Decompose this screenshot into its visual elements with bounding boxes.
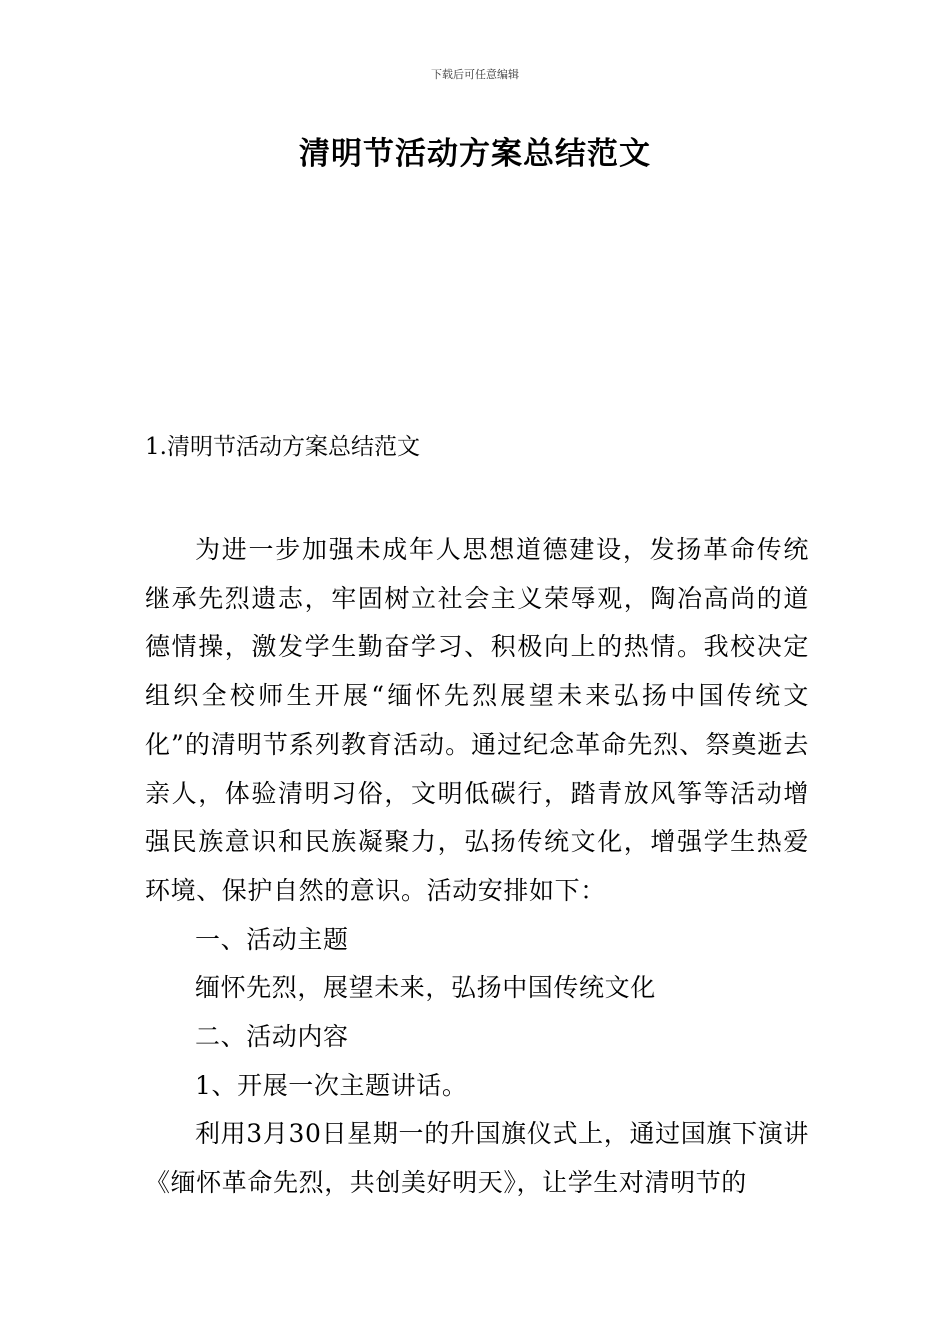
activity-item-1-detail: 利用3月30日星期一的升国旗仪式上，通过国旗下演讲《缅怀革命先烈，共创美好明天》，让学生对清明节的 (145, 1119, 809, 1198)
document-title: 清明节活动方案总结范文 (299, 136, 651, 172)
section-heading: 1.清明节活动方案总结范文 (145, 434, 420, 460)
activity-theme-text: 缅怀先烈，展望未来，弘扬中国传统文化 (195, 973, 656, 1003)
activity-content-heading: 二、活动内容 (195, 1022, 349, 1052)
activity-item-1: 1、开展一次主题讲话。 (195, 1070, 468, 1100)
intro-paragraph: 为进一步加强未成年人思想道德建设，发扬革命传统继承先烈遗志，牢固树立社会主义荣辱观，陶冶高尚的道德情操，激发学生勤奋学习、积极向上的热情。我校决定组织全校师生开展“缅怀先烈展望未来弘扬中国传统文化”的清明节系列教育活动。通过纪念革命先烈、祭奠逝去亲人，体验清明习俗，文明低碳行，踏青放风筝等活动增强民族意识和民族凝聚力，弘扬传统文化，增强学生热爱环境、保护自然的意识。活动安排如下： (145, 535, 809, 905)
activity-theme-heading: 一、活动主题 (195, 924, 349, 954)
page-header-note: 下载后可任意编辑 (431, 68, 519, 81)
document-body (145, 526, 809, 1208)
